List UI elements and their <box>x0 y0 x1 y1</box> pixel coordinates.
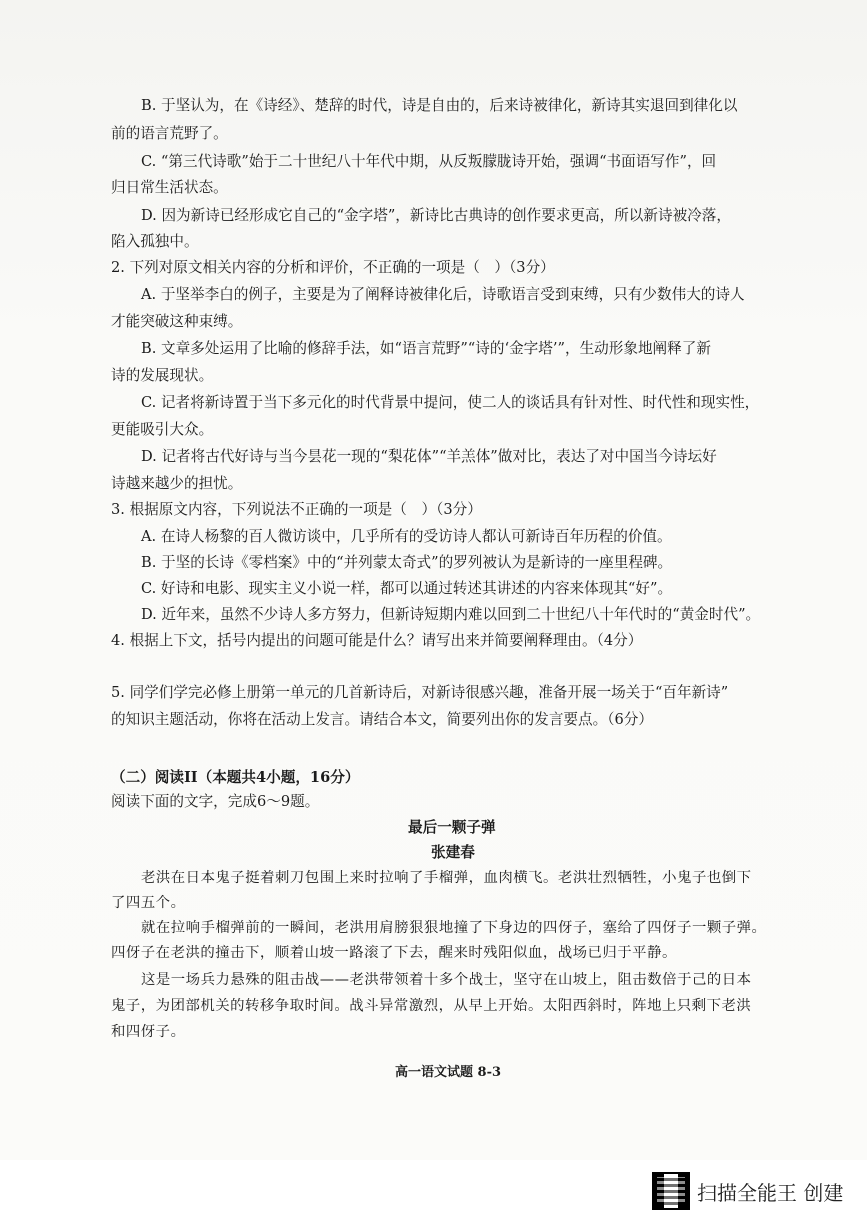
question-5-line-2: 的知识主题活动，你将在活动上发言。请结合本文，简要列出你的发言要点。（6分） <box>111 711 653 728</box>
story-para-1-line-1: 老洪在日本鬼子挺着刺刀包围上来时拉响了手榴弹，血肉横飞。老洪壮烈牺牲，小鬼子也倒下 <box>141 870 752 886</box>
q2-option-c-line-2: 更能吸引大众。 <box>111 421 214 438</box>
q2-option-b-line-1: B. 文章多处运用了比喻的修辞手法，如“语言荒野”“诗的‘金字塔’”，生动形象地阐释了新 <box>141 340 711 357</box>
option-d-line-1: D. 因为新诗已经形成它自己的“金字塔”，新诗比古典诗的创作要求更高，所以新诗被冷落， <box>141 207 731 224</box>
story-para-3-line-2: 鬼子，为团部机关的转移争取时间。战斗异常激烈，从早上开始。太阳西斜时，阵地上只剩下老洪 <box>111 998 752 1014</box>
q3-option-a: A. 在诗人杨黎的百人微访谈中，几乎所有的受访诗人都认可新诗百年历程的价值。 <box>141 528 672 545</box>
story-author: 张建春 <box>431 844 475 861</box>
story-para-2-line-1: 就在拉响手榴弹前的一瞬间，老洪用肩膀狠狠地撞了下身边的四伢子，塞给了四伢子一颗子弹。 <box>141 920 767 936</box>
q2-option-c-line-1: C. 记者将新诗置于当下多元化的时代背景中提问，使二人的谈话具有针对性、时代性和现实性， <box>141 394 760 411</box>
story-para-3-line-1: 这是一场兵力悬殊的阻击战——老洪带领着十多个战士，坚守在山坡上，阻击数倍于己的日本 <box>141 972 752 988</box>
story-para-2-line-2: 四伢子在老洪的撞击下，顺着山坡一路滚了下去，醒来时残阳似血，战场已归于平静。 <box>111 945 677 961</box>
qr-code-icon <box>652 1172 690 1210</box>
section-heading: （二）阅读II（本题共4小题，16分） <box>111 769 360 786</box>
question-3: 3. 根据原文内容，下列说法不正确的一项是（ ）（3分） <box>111 501 482 518</box>
story-title: 最后一颗子弹 <box>408 819 496 836</box>
option-b-line-2: 前的语言荒野了。 <box>111 125 228 142</box>
question-2: 2. 下列对原文相关内容的分析和评价，不正确的一项是（ ）（3分） <box>111 259 555 276</box>
q3-option-c: C. 好诗和电影、现实主义小说一样，都可以通过转述其讲述的内容来体现其“好”。 <box>141 580 673 597</box>
option-c-line-2: 归日常生活状态。 <box>111 179 228 196</box>
scanner-watermark: 扫描全能王 创建 <box>697 1181 844 1205</box>
question-4: 4. 根据上下文，括号内提出的问题可能是什么？请写出来并简要阐释理由。（4分） <box>111 632 643 649</box>
story-para-1-line-2: 了四五个。 <box>111 895 186 911</box>
page-footer: 高一语文试题 8-3 <box>395 1065 502 1080</box>
q2-option-a-line-1: A. 于坚举李白的例子，主要是为了阐释诗被律化后，诗歌语言受到束缚，只有少数伟大的诗人 <box>141 286 745 303</box>
reading-instruction: 阅读下面的文字，完成6～9题。 <box>111 793 320 810</box>
story-para-3-line-3: 和四伢子。 <box>111 1024 186 1040</box>
option-c-line-1: C. “第三代诗歌”始于二十世纪八十年代中期，从反叛朦胧诗开始，强调“书面语写作”，回 <box>141 153 717 170</box>
q3-option-b: B. 于坚的长诗《零档案》中的“并列蒙太奇式”的罗列被认为是新诗的一座里程碑。 <box>141 554 673 571</box>
q2-option-b-line-2: 诗的发展现状。 <box>111 367 214 384</box>
q2-option-a-line-2: 才能突破这种束缚。 <box>111 313 243 330</box>
q2-option-d-line-2: 诗越来越少的担忧。 <box>111 475 243 492</box>
option-b-line-1: B. 于坚认为，在《诗经》、楚辞的时代，诗是自由的，后来诗被律化，新诗其实退回到律化以 <box>141 97 738 114</box>
option-d-line-2: 陷入孤独中。 <box>111 233 199 250</box>
q2-option-d-line-1: D. 记者将古代好诗与当今昙花一现的“梨花体”“羊羔体”做对比，表达了对中国当今诗坛好 <box>141 448 717 465</box>
question-5-line-1: 5. 同学们学完必修上册第一单元的几首新诗后，对新诗很感兴趣，准备开展一场关于“百年新诗” <box>111 684 729 701</box>
q3-option-d: D. 近年来，虽然不少诗人多方努力，但新诗短期内难以回到二十世纪八十年代时的“黄金时代”。 <box>141 606 761 623</box>
